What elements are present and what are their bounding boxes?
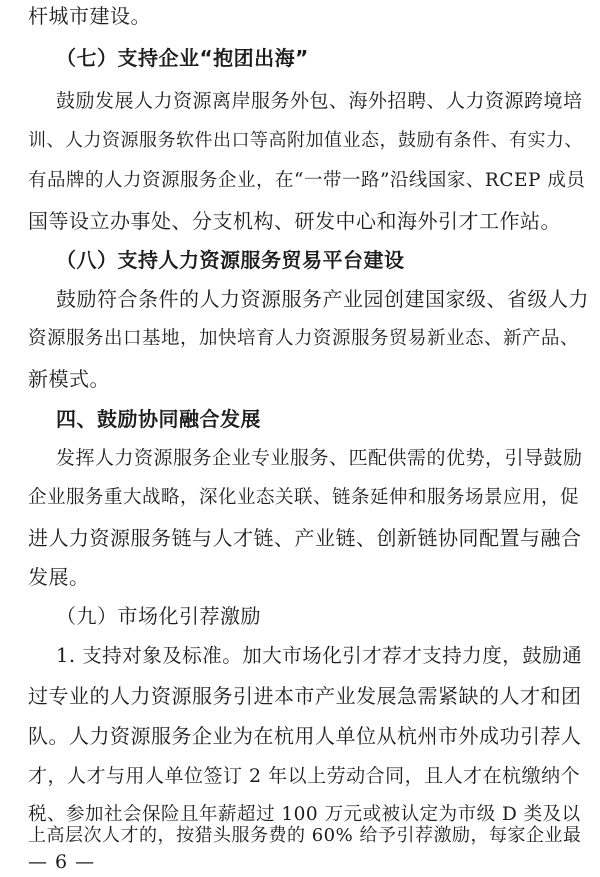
paragraph-line: 1. 支持对象及标准。加大市场化引才荐才支持力度，鼓励通: [56, 644, 583, 667]
paragraph-line: 鼓励符合条件的人力资源服务产业园创建国家级、省级人力: [56, 287, 589, 311]
paragraph-line: 新模式。: [28, 367, 110, 391]
section-heading-4: 四、鼓励协同融合发展: [56, 407, 261, 431]
paragraph-line: 企业服务重大战略，深化业态关联、链条延伸和服务场景应用，促: [28, 487, 580, 508]
paragraph-line: 队。人力资源服务企业为在杭用人单位从杭州市外成功引荐人: [28, 724, 582, 748]
page-number: — 6 —: [28, 851, 96, 873]
paragraph-line: 国等设立办事处、分支机构、研发中心和海外引才工作站。: [28, 209, 561, 233]
paragraph-line: 才，人才与用人单位签订 2 年以上劳动合同，且人才在杭缴纳个: [28, 765, 581, 787]
paragraph-line: 上高层次人才的，按猎头服务费的 60% 给予引荐激励，每家企业最: [28, 825, 582, 846]
subsection-heading-8: （八）支持人力资源服务贸易平台建设: [56, 248, 405, 272]
paragraph-line: 过专业的人力资源服务引进本市产业发展急需紧缺的人才和团: [28, 684, 582, 708]
paragraph-line: 发展。: [28, 565, 90, 589]
text-line-continuation: 杆城市建设。: [28, 4, 151, 28]
subsection-heading-9: （九）市场化引荐激励: [56, 604, 261, 628]
paragraph-line: 发挥人力资源服务企业专业服务、匹配供需的优势，引导鼓励: [56, 447, 583, 469]
paragraph-line: 有品牌的人力资源服务企业，在“一带一路”沿线国家、RCEP 成员: [28, 170, 586, 191]
paragraph-line: 税、参加社会保险且年薪超过 100 万元或被认定为市级 D 类及以: [28, 804, 581, 825]
paragraph-line: 进人力资源服务链与人才链、产业链、创新链协同配置与融合: [28, 526, 582, 550]
paragraph-line: 训、人力资源服务软件出口等高附加值业态，鼓励有条件、有实力、: [28, 130, 583, 151]
paragraph-line: 鼓励发展人力资源离岸服务外包、海外招聘、人力资源跨境培: [56, 90, 583, 112]
paragraph-line: 资源服务出口基地，加快培育人力资源服务贸易新业态、新产品、: [28, 328, 580, 349]
subsection-heading-7: （七）支持企业“抱团出海”: [56, 46, 309, 70]
